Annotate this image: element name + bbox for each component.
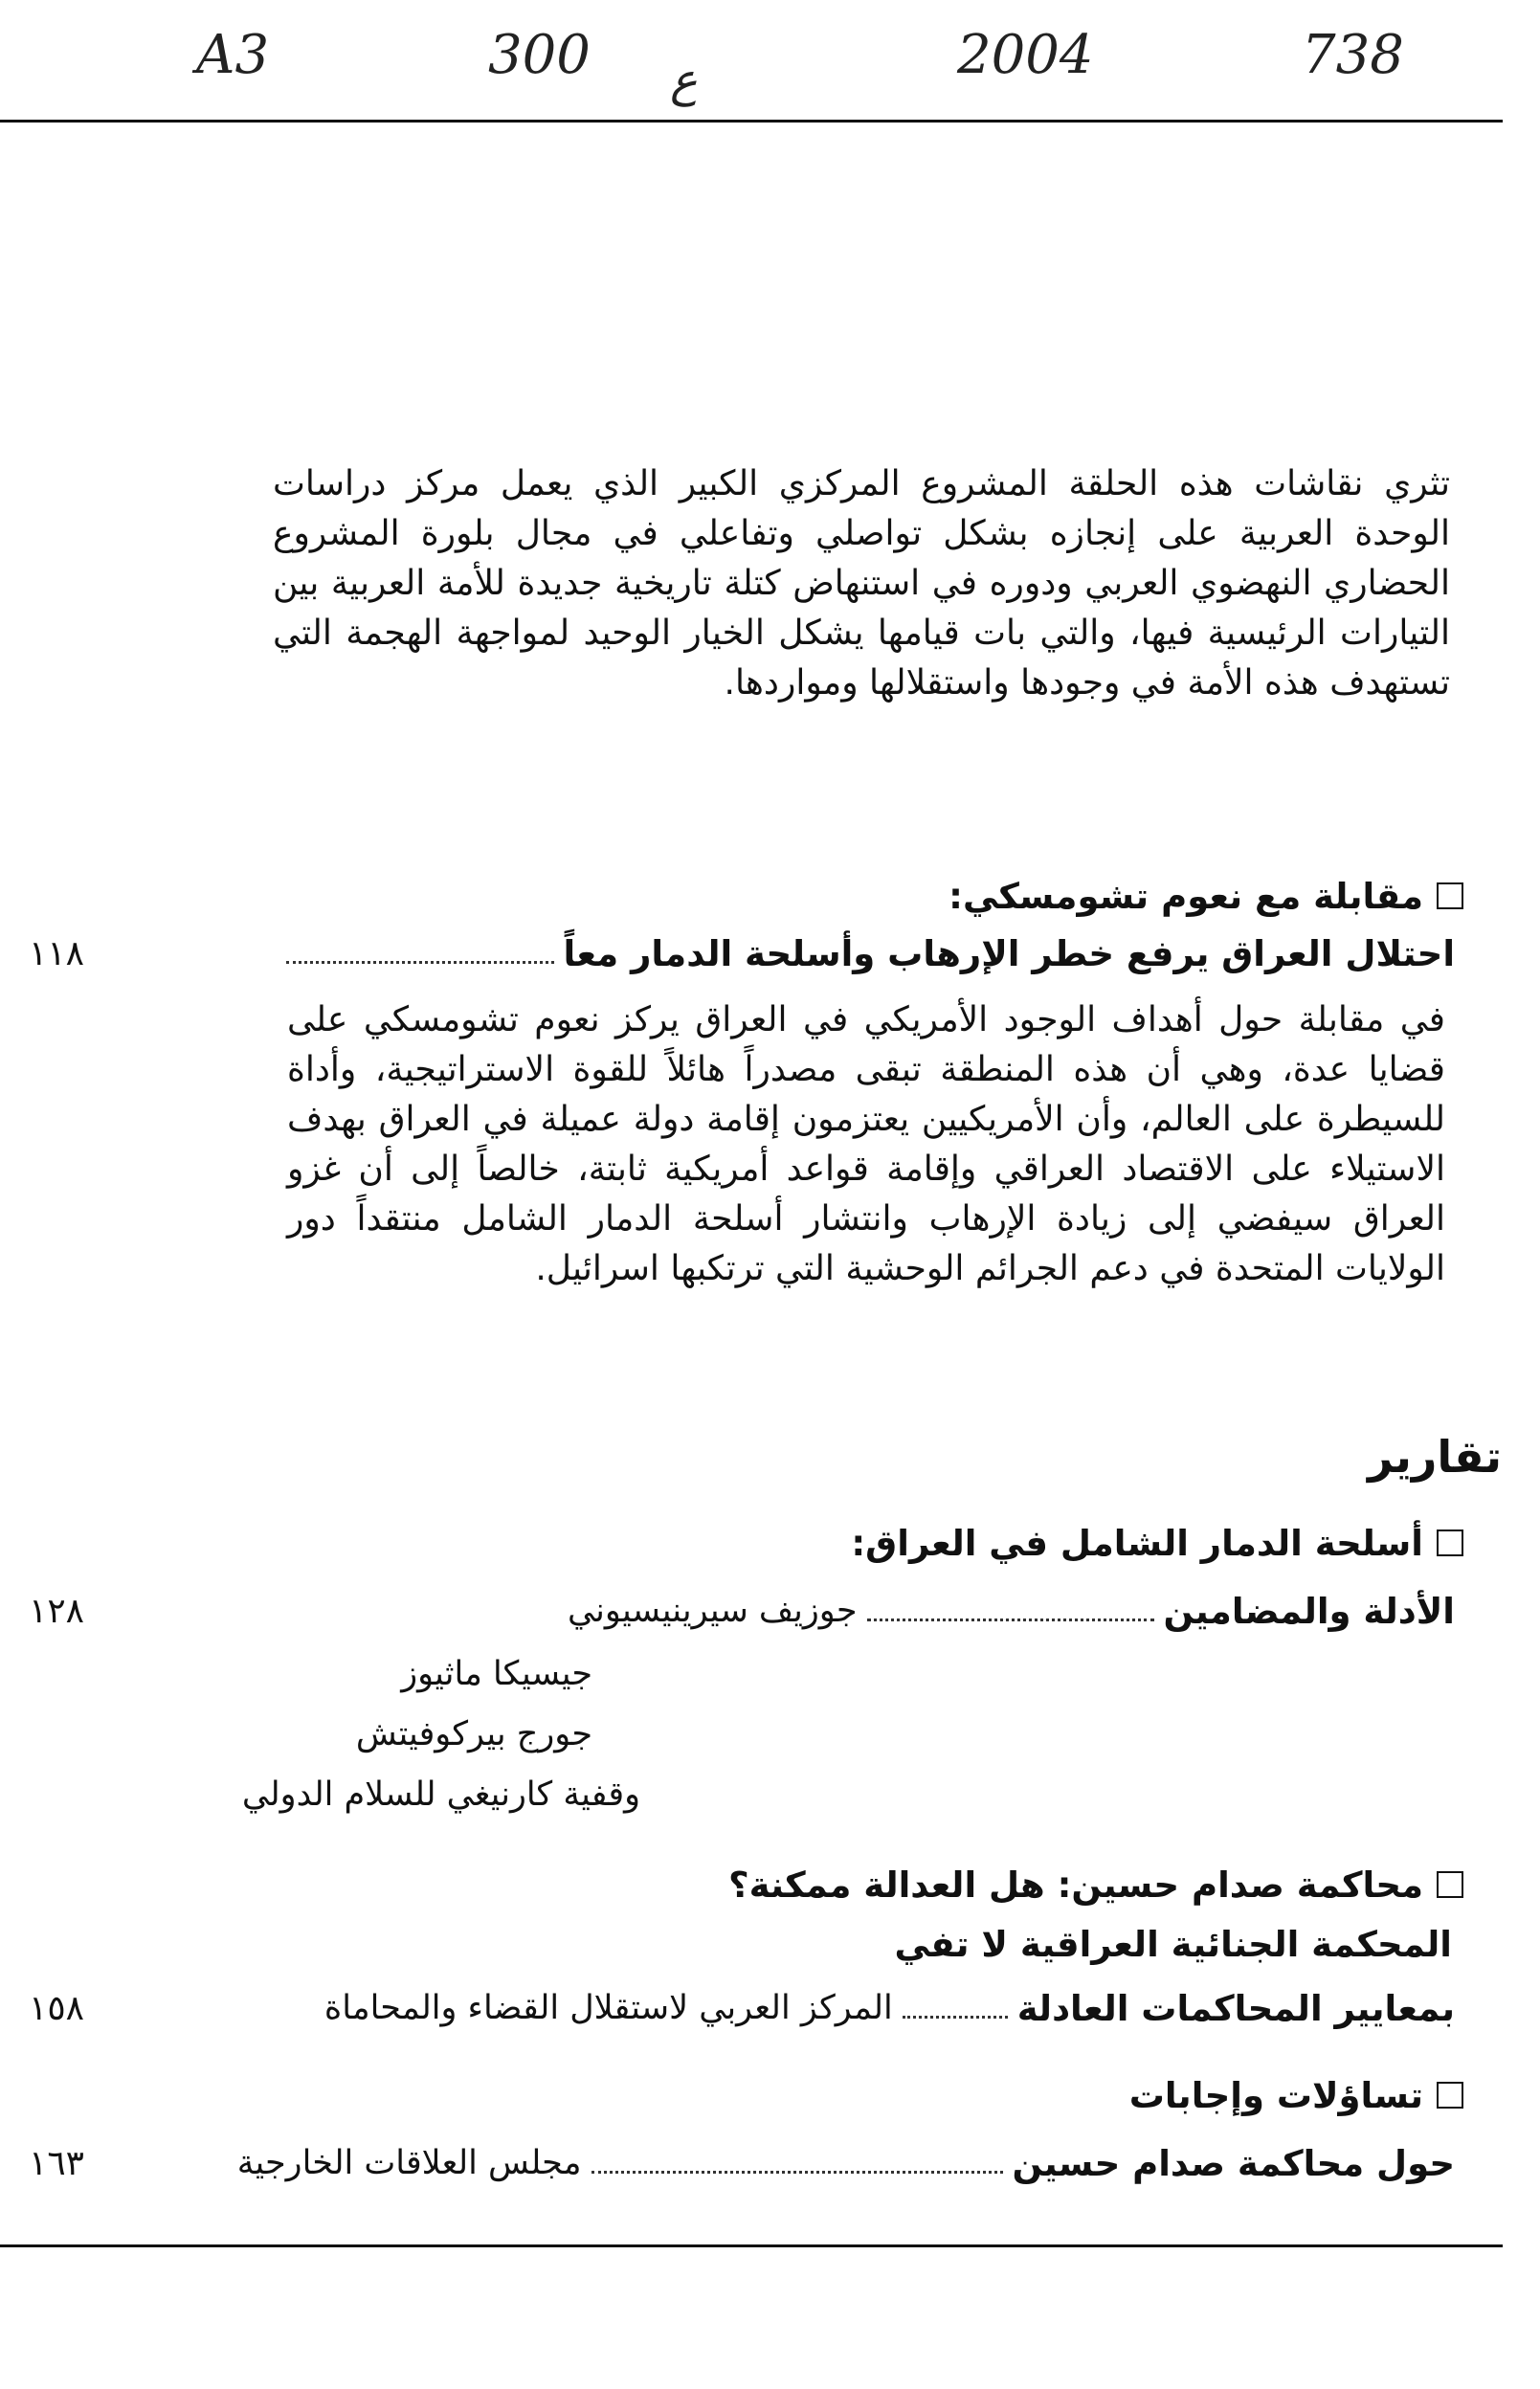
checkbox-icon bbox=[1437, 1529, 1463, 1556]
report3-heading bbox=[1129, 2072, 1463, 2120]
page-number: ١٥٨ bbox=[29, 1988, 85, 2028]
report3-author: مجلس العلاقات الخارجية bbox=[236, 2144, 582, 2182]
checkbox-icon bbox=[1437, 882, 1463, 909]
handwritten-letter: ع bbox=[670, 54, 698, 107]
report1-heading-text: أسلحة الدمار الشامل في العراق: bbox=[851, 1523, 1423, 1564]
report1-author-3: جورج بيركوفيتش bbox=[355, 1715, 592, 1753]
report2-author: المركز العربي لاستقلال القضاء والمحاماة bbox=[324, 1989, 893, 2027]
toc-row-report1[interactable] bbox=[29, 1584, 1455, 1638]
reports-section-title: تقارير bbox=[1367, 1431, 1502, 1483]
report3-heading-text: تساؤلات وإجابات bbox=[1128, 2075, 1423, 2116]
dot-leader bbox=[903, 2016, 1008, 2019]
dot-leader bbox=[286, 961, 554, 964]
page-number: ١١٨ bbox=[29, 933, 85, 973]
handwritten-code: A3 bbox=[196, 24, 270, 86]
toc-row-report3[interactable] bbox=[29, 2136, 1455, 2190]
handwritten-year: 2004 bbox=[957, 24, 1094, 86]
report2-title: بمعايير المحاكمات العادلة bbox=[1016, 1987, 1455, 2029]
bottom-rule bbox=[0, 2244, 1503, 2247]
top-rule bbox=[0, 120, 1503, 123]
dot-leader bbox=[867, 1619, 1154, 1621]
toc-row-report2[interactable] bbox=[29, 1981, 1455, 2035]
report2-line2: المحكمة الجنائية العراقية لا تفي bbox=[894, 1924, 1452, 1965]
handwritten-number: 300 bbox=[488, 24, 591, 86]
intro-paragraph: تثري نقاشات هذه الحلقة المشروع المركزي الكبير الذي يعمل مركز دراسات الوحدة العربية على إنجازه بشكل تواصلي وتفاعلي في مجال بلورة المشروع الحضاري النهضوي العربي ودوره في استنهاض كتلة تاريخية جديدة للأمة العربية بين التيارات الرئيسية فيها، والتي بات قيامها يشكل الخيار الوحيد لمواجهة الهجمة التي تستهدف هذه الأمة في وجودها واستقلالها ومواردها. bbox=[273, 464, 1450, 703]
interview-title: احتلال العراق يرفع خطر الإرهاب وأسلحة الدمار معاً bbox=[563, 932, 1455, 974]
report1-author-1: جوزيف سيرينيسيوني bbox=[567, 1592, 858, 1630]
checkbox-icon bbox=[1437, 2082, 1463, 2109]
dot-leader bbox=[591, 2171, 1003, 2174]
interview-heading bbox=[949, 873, 1463, 921]
interview-summary: في مقابلة حول أهداف الوجود الأمريكي في العراق يركز نعوم تشومسكي على قضايا عدة، وهي أن هذه المنطقة تبقى مصدراً هائلاً للقوة الاستراتيجية، وأداة للسيطرة على العالم، وأن الأمريكيين يعتزمون إقامة دولة عميلة في العراق بهدف الاستيلاء على الاقتصاد العراقي وإقامة قواعد أمريكية ثابتة، خالصاً إلى أن غزو العراق سيفضي إلى زيادة الإرهاب وانتشار أسلحة الدمار الشامل منتقداً دور الولايات المتحدة في دعم الجرائم الوحشية التي ترتكبها اسرائيل. bbox=[287, 1000, 1445, 1288]
checkbox-icon bbox=[1437, 1871, 1463, 1898]
toc-row-interview[interactable] bbox=[29, 927, 1455, 980]
page-number: ١٢٨ bbox=[29, 1591, 85, 1631]
report1-heading bbox=[851, 1520, 1463, 1568]
report2-heading bbox=[728, 1862, 1463, 1909]
report1-author-4: وقفية كارنيغي للسلام الدولي bbox=[241, 1775, 640, 1814]
report1-title: الأدلة والمضامين bbox=[1163, 1590, 1455, 1632]
interview-heading-text: مقابلة مع نعوم تشومسكي: bbox=[949, 876, 1423, 917]
report1-author-2: جيسيكا ماثيوز bbox=[401, 1655, 592, 1693]
page-number: ١٦٣ bbox=[29, 2143, 85, 2183]
report3-title: حول محاكمة صدام حسين bbox=[1012, 2142, 1455, 2184]
handwritten-id: 738 bbox=[1302, 24, 1404, 86]
report2-heading-text: محاكمة صدام حسين: هل العدالة ممكنة؟ bbox=[728, 1864, 1423, 1906]
